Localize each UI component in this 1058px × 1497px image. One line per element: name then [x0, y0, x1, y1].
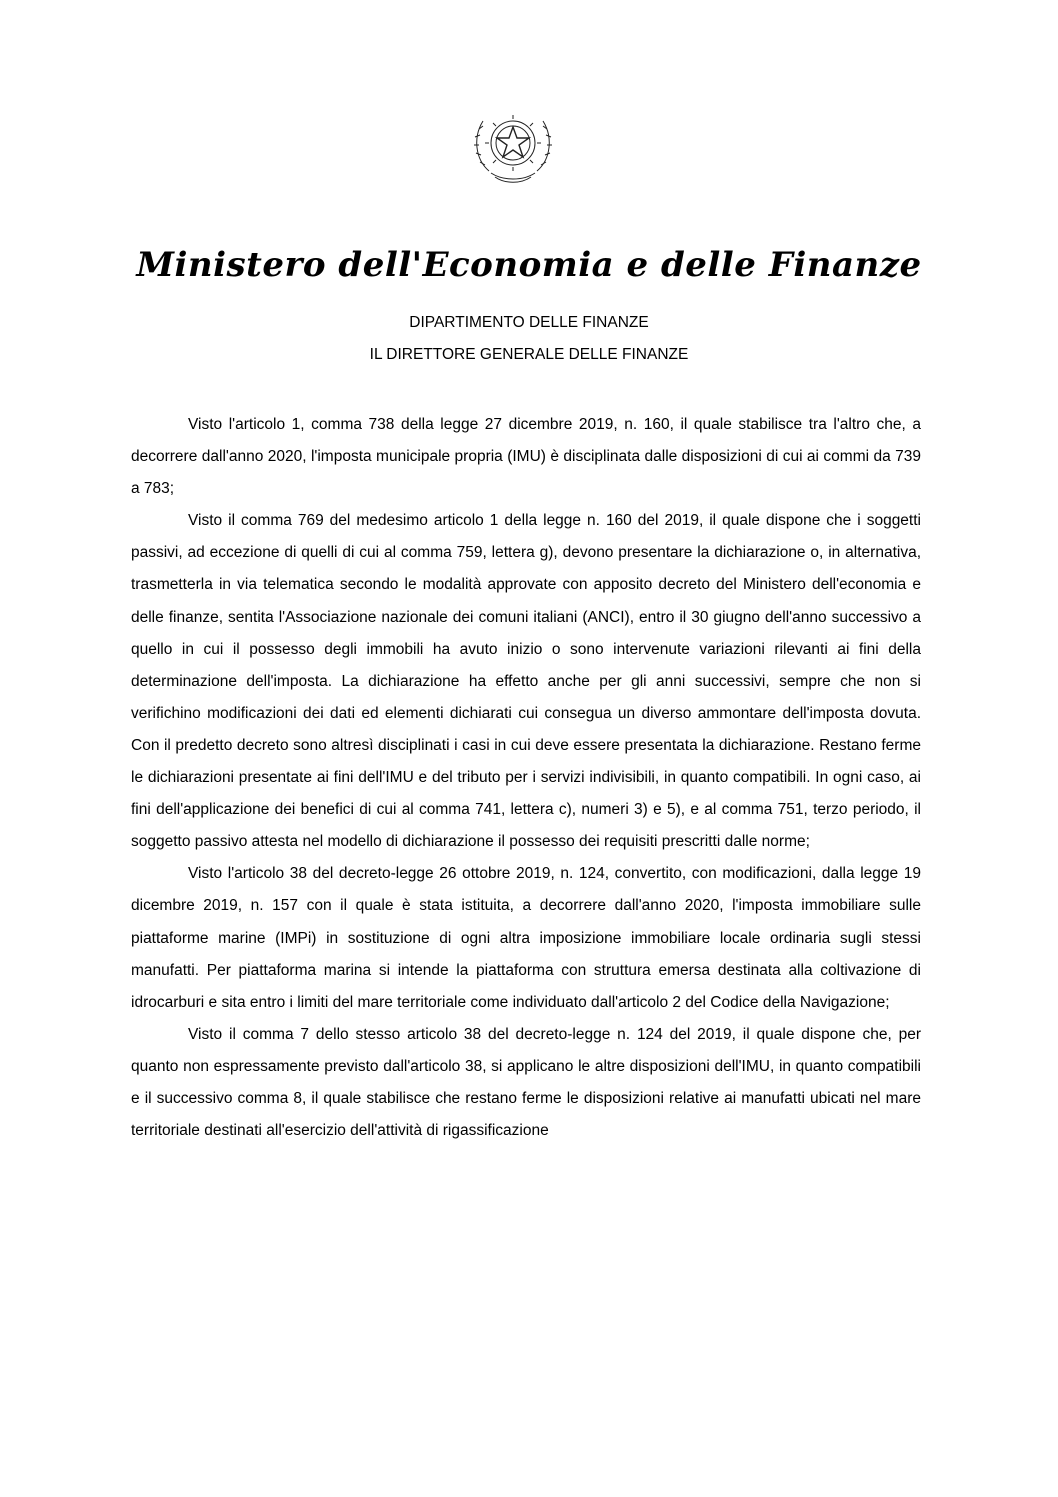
office-name: IL DIRETTORE GENERALE DELLE FINANZE: [369, 346, 689, 363]
italian-republic-emblem-icon: [469, 101, 557, 189]
department-name: DIPARTIMENTO DELLE FINANZE: [409, 314, 649, 331]
paragraph: Visto l'articolo 38 del decreto-legge 26 ottobre 2019, n. 124, convertito, con modificazioni, dalla legge 19 dicembre 2019, n. 157 con il quale è stata istituita, a decorrere dall'anno 2020, l'imposta immobiliare sulle piattaforme marine (IMPi) in sostituzione di ogni altra imposizione immobiliare locale ordinaria sugli stessi manufatti. Per piattaforma marina si intende la piattaforma con struttura emersa destinata alla coltivazione di idrocarburi e sita entro i limiti del mare territoriale come individuato dall'articolo 2 del Codice della Navigazione;: [131, 865, 921, 1011]
ministry-title: Ministero dell'Economia e delle Finanze: [136, 245, 922, 285]
paragraph: Visto il comma 7 dello stesso articolo 38 del decreto-legge n. 124 del 2019, il quale dispone che, per quanto non espressamente previsto dall'articolo 38, si applicano le altre disposizioni dell'IMU, in quanto compatibili e il successivo comma 8, il quale stabilisce che restano ferme le disposizioni relative ai manufatti ubicati nel mare territoriale destinati all'esercizio dell'attività di rigassificazione: [131, 1025, 921, 1140]
document-body: [131, 409, 921, 1147]
paragraph: Visto l'articolo 1, comma 738 della legge 27 dicembre 2019, n. 160, il quale stabilisce tra l'altro che, a decorrere dall'anno 2020, l'imposta municipale propria (IMU) è disciplinata dalle disposizioni di cui ai commi da 739 a 783;: [131, 416, 921, 498]
paragraph: Visto il comma 769 del medesimo articolo 1 della legge n. 160 del 2019, il quale dispone che i soggetti passivi, ad eccezione di quelli di cui al comma 759, lettera g), devono presentare la dichiarazione o, in alternativa, trasmetterla in via telematica secondo le modalità approvate con apposito decreto del Ministero dell'economia e delle finanze, sentita l'Associazione nazionale dei comuni italiani (ANCI), entro il 30 giugno dell'anno successivo a quello in cui il possesso degli immobili ha avuto inizio o sono intervenute variazioni rilevanti ai fini della determinazione dell'imposta. La dichiarazione ha effetto anche per gli anni successivi, sempre che non si verifichino modificazioni dei dati ed elementi dichiarati cui consegua un diverso ammontare dell'imposta dovuta. Con il predetto decreto sono altresì disciplinati i casi in cui deve essere presentata la dichiarazione. Restano ferme le dichiarazioni presentate ai fini dell'IMU e del tributo per i servizi indivisibili, in quanto compatibili. In ogni caso, ai fini dell'applicazione dei benefici di cui al comma 741, lettera c), numeri 3) e 5), e al comma 751, terzo periodo, il soggetto passivo attesta nel modello di dichiarazione il possesso dei requisiti prescritti dalle norme;: [131, 512, 921, 851]
